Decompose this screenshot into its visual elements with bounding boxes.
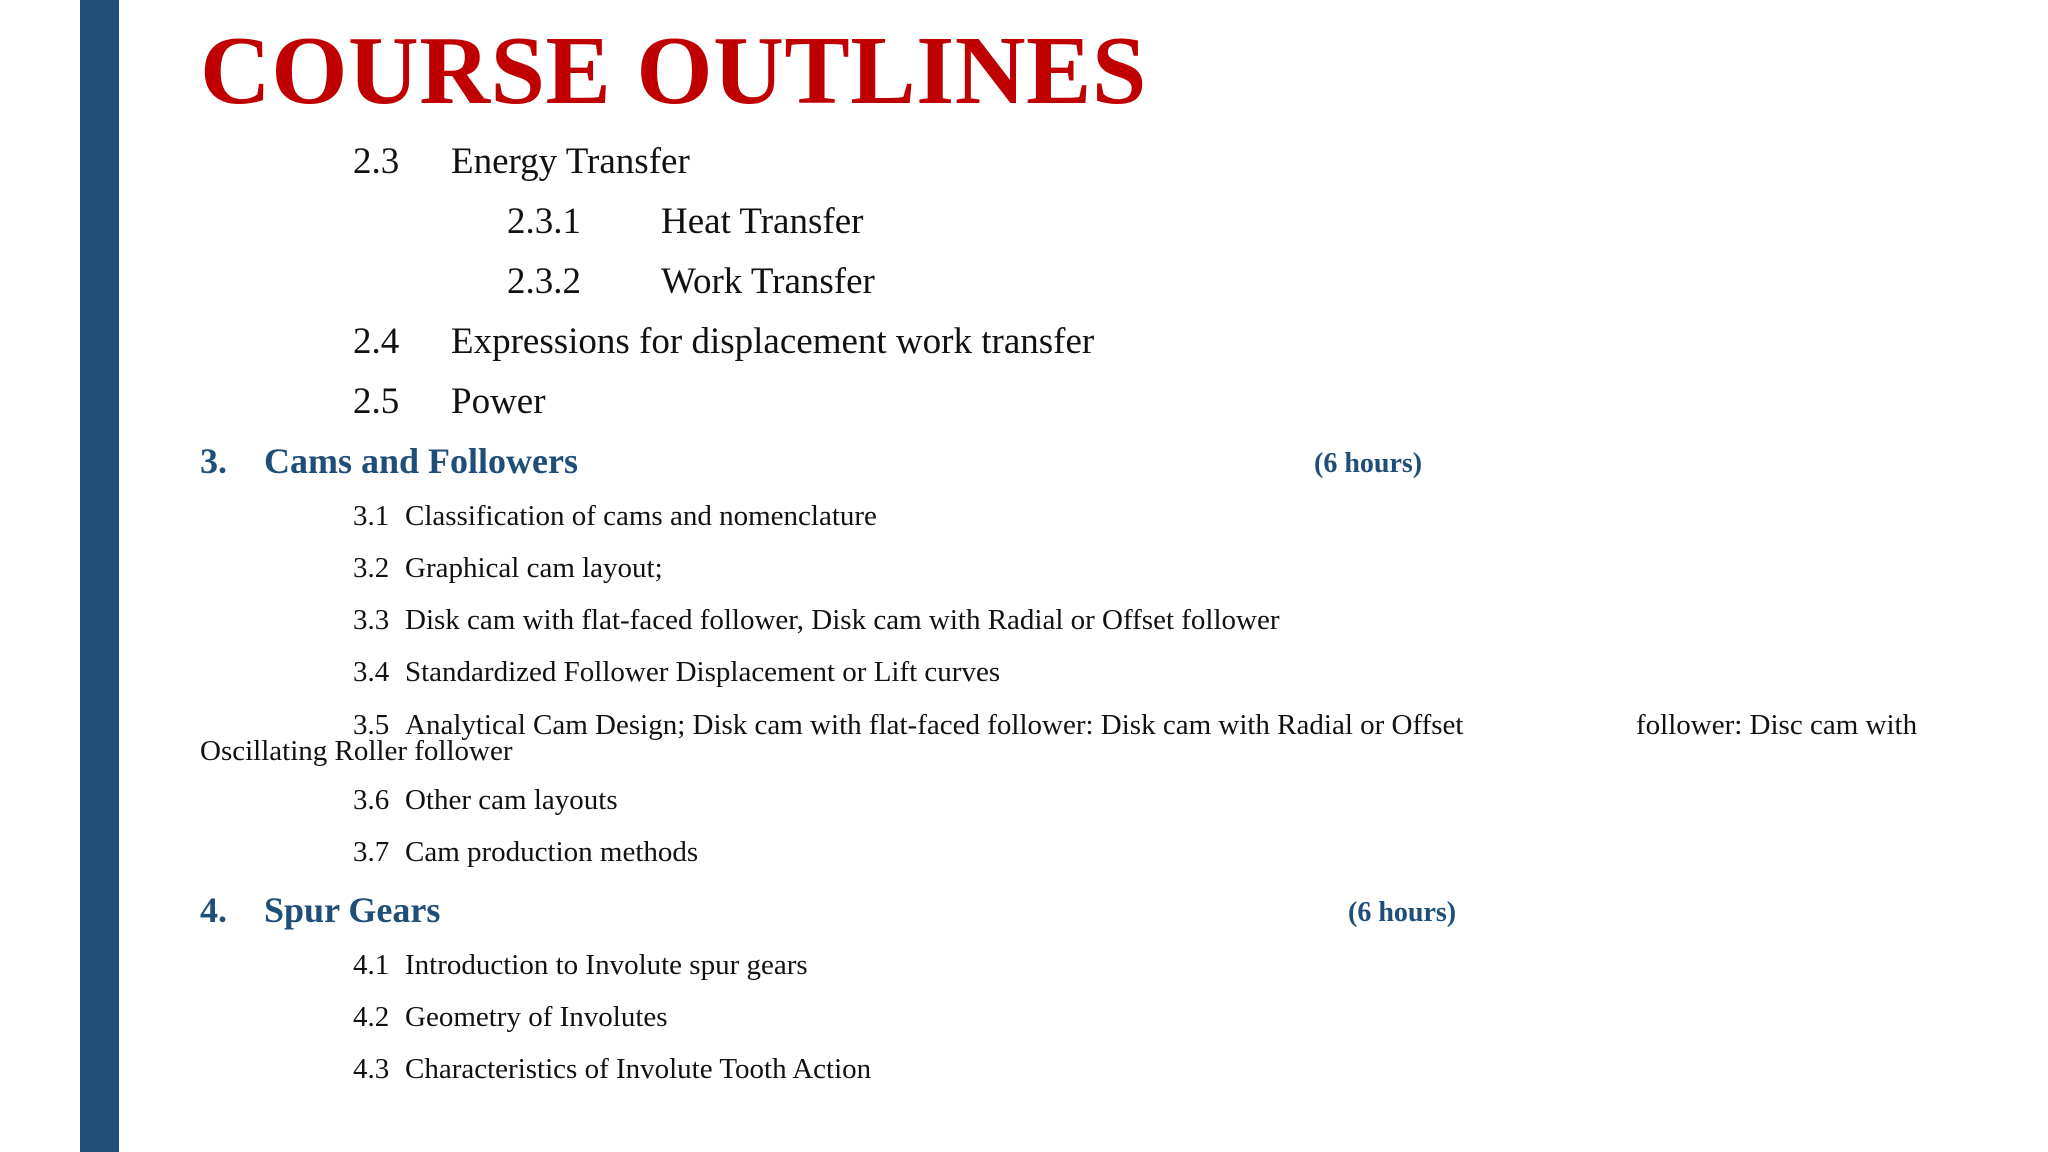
outline-item xyxy=(353,656,1000,689)
outline-item xyxy=(353,380,546,423)
item-label: Energy Transfer xyxy=(451,141,690,182)
item-label-tail: follower: Disc cam with xyxy=(1636,709,1918,741)
item-label: Power xyxy=(451,381,546,422)
outline-item xyxy=(353,711,1464,740)
item-label: Introduction to Involute spur gears xyxy=(405,949,808,981)
item-number: 2.3.2 xyxy=(507,261,581,302)
item-label: Standardized Follower Displacement or Lift curves xyxy=(405,656,1001,688)
item-number: 2.3 xyxy=(353,141,400,182)
item-label: Characteristics of Involute Tooth Action xyxy=(405,1053,872,1085)
item-label: Work Transfer xyxy=(661,261,875,302)
outline-item xyxy=(353,1053,871,1086)
item-number: 2.5 xyxy=(353,381,400,422)
outline-item xyxy=(353,949,808,982)
outline-item xyxy=(353,140,690,183)
outline-item xyxy=(507,260,875,303)
item-label: Cam production methods xyxy=(405,836,699,868)
outline-item xyxy=(353,320,1094,363)
item-label: Classification of cams and nomenclature xyxy=(405,500,877,532)
outline-item xyxy=(353,500,877,533)
outline-item xyxy=(353,784,618,817)
item-label: Other cam layouts xyxy=(405,784,618,816)
section-heading-spur-gears xyxy=(200,889,440,931)
item-number: 2.4 xyxy=(353,321,400,362)
item-number: 3.1 xyxy=(353,500,390,532)
section-hours: (6 hours) xyxy=(1314,448,1423,479)
item-label: Disk cam with flat-faced follower, Disk cam with Radial or Offset follower xyxy=(405,604,1280,636)
item-number: 3.7 xyxy=(353,836,390,868)
outline-item xyxy=(353,604,1280,637)
item-number: 3.6 xyxy=(353,784,390,816)
item-number: 3.3 xyxy=(353,604,390,636)
item-label: Analytical Cam Design; Disk cam with flat-faced follower: Disk cam with Radial or Offset xyxy=(405,709,1464,741)
item-number: 3.5 xyxy=(353,709,390,741)
item-label-continuation: Oscillating Roller follower xyxy=(200,735,513,767)
item-number: 3.2 xyxy=(353,552,390,584)
section-hours: (6 hours) xyxy=(1348,897,1457,928)
item-label: Graphical cam layout; xyxy=(405,552,663,584)
page-title: COURSE OUTLINES xyxy=(200,17,1147,125)
item-label: Geometry of Involutes xyxy=(405,1001,668,1033)
item-label: Heat Transfer xyxy=(661,201,864,242)
section-heading-cams xyxy=(200,440,578,482)
left-accent-bar xyxy=(80,0,119,1152)
outline-item xyxy=(353,1001,668,1034)
section-title: Cams and Followers xyxy=(264,441,578,481)
item-number: 3.4 xyxy=(353,656,390,688)
section-number: 4. xyxy=(200,890,227,930)
item-number: 4.1 xyxy=(353,949,390,981)
item-number: 4.3 xyxy=(353,1053,390,1085)
outline-item xyxy=(507,200,863,243)
outline-item xyxy=(353,836,698,869)
section-number: 3. xyxy=(200,441,227,481)
item-label: Expressions for displacement work transfer xyxy=(451,321,1095,362)
item-number: 4.2 xyxy=(353,1001,390,1033)
item-number: 2.3.1 xyxy=(507,201,581,242)
outline-item xyxy=(353,552,663,585)
section-title: Spur Gears xyxy=(264,890,441,930)
